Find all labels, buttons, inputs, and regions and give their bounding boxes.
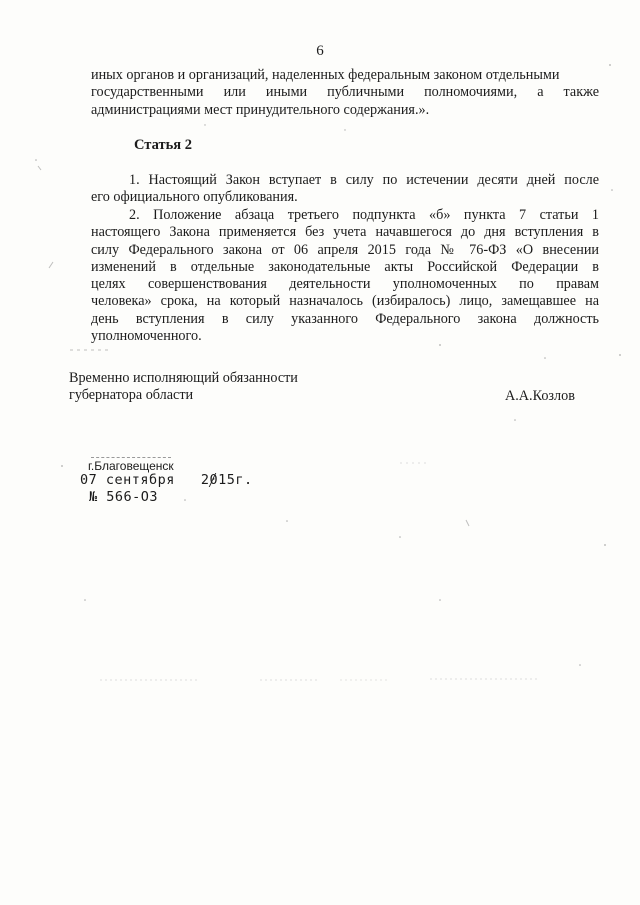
text-line: 2. Положение абзаца третьего подпункта «б» пункта 7 статьи 1: [129, 207, 599, 223]
text-line: иных органов и организаций, наделенных федеральным законом отдельными: [91, 67, 560, 83]
stamp-date: 07 сентября: [80, 472, 175, 488]
stamp-year: 2015г.: [200, 472, 253, 488]
text-line: целях совершенствования деятельности уполномоченных по правам: [91, 276, 599, 293]
article-heading: Статья 2: [134, 137, 192, 153]
text-line: изменений в отдельные законодательные акты Российской Федерации в: [91, 258, 599, 275]
page-number: 6: [316, 43, 324, 59]
text-line: уполномоченного.: [91, 328, 202, 345]
stamp-number: № 566-ОЗ: [89, 489, 159, 505]
text-line: его официального опубликования.: [91, 189, 298, 206]
text-line: человека» срока, на который назначалось (избиралось) лицо, замещавшее на: [91, 293, 599, 310]
signatory-name: А.А.Козлов: [505, 388, 575, 404]
position-line: губернатора области: [69, 387, 194, 403]
text-line: силу Федерального закона от 06 апреля 2015 года № 76-ФЗ «О внесении: [91, 241, 599, 258]
text-line: 1. Настоящий Закон вступает в силу по истечении десяти дней после: [129, 172, 599, 188]
text-line: администрациями мест принудительного содержания.».: [91, 101, 430, 118]
position-line: Временно исполняющий обязанности: [69, 370, 298, 386]
text-line: настоящего Закона применяется без учета начавшегося до дня вступления в: [91, 224, 599, 241]
place-of-signing: г.Благовещенск: [88, 459, 174, 473]
text-line: день вступления в силу указанного Федерального закона должность: [91, 310, 599, 327]
text-line: государственными или иными публичными полномочиями, а также: [91, 84, 599, 101]
